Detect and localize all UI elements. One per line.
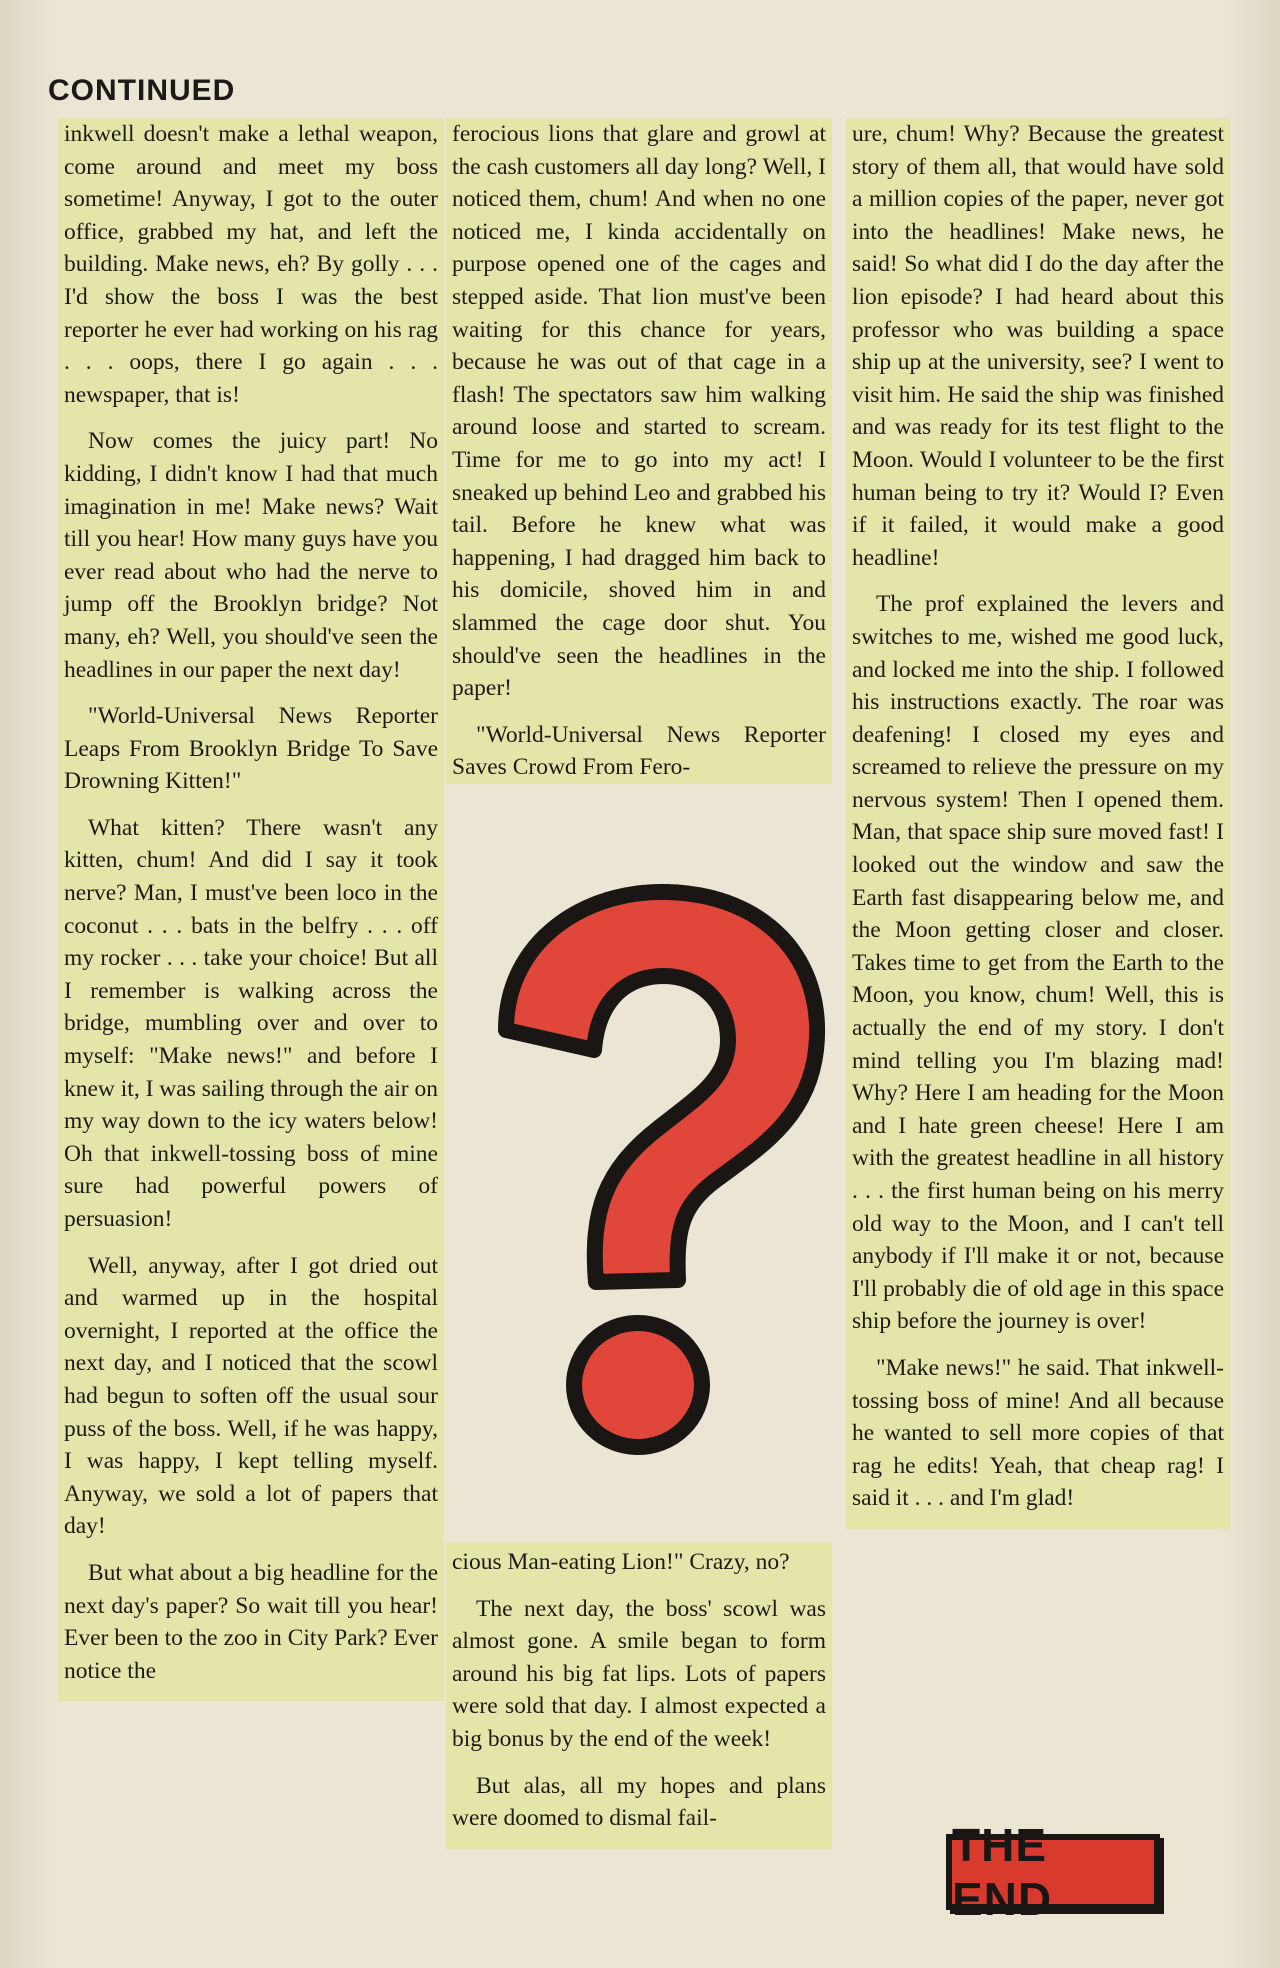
paragraph: "Make news!" he said. That inkwell-tossing boss of mine! And all because he wanted to sell more copies of that rag he edits! Yeah, that cheap rag! I said it . . . and I'm glad! (852, 1354, 1224, 1512)
story-column-left (58, 118, 444, 1701)
paragraph: But alas, all my hopes and plans were doomed to dismal fail- (452, 1772, 826, 1832)
story-column-middle-top (446, 118, 832, 784)
paragraph: Now comes the juicy part! No kidding, I didn't know I had that much imagination in me! Make news? Wait till you hear! How many guys have you ever read about who had the nerve to jump off the Brooklyn bridge? Not many, eh? Well, you should've seen the headlines in our paper the next day! (64, 428, 438, 683)
paragraph: Well, anyway, after I got dried out and warmed up in the hospital overnight, I reported at the office the next day, and I noticed that the scowl had begun to soften off the usual sour puss of the boss. Well, if he was happy, I was happy, I kept telling myself. Anyway, we sold a lot of papers that day! (64, 1252, 438, 1540)
paragraph: The prof explained the levers and switches to me, wished me good luck, and locked me into the ship. I followed his instructions exactly. The roar was deafening! I closed my eyes and screamed to relieve the pressure on my nervous system! Then I opened them. Man, that space ship sure moved fast! I looked out the window and saw the Earth fast disappearing below me, and the Moon getting closer and closer. Takes time to get from the Earth to the Moon, you know, chum! Well, this is actually the end of my story. I don't mind telling you I'm blazing mad! Why? Here I am heading for the Moon and I hate green cheese! Here I am with the greatest headline in all history . . . the first human being on his merry old way to the Moon, and I can't tell anybody if I'll make it or not, because I'll probably die of old age in this space ship before the journey is over! (852, 591, 1224, 1335)
headline-quote: "World-Universal News Reporter Leaps From Brooklyn Bridge To Save Drowning Kitten!" (64, 703, 438, 795)
paragraph: ferocious lions that glare and growl at the cash customers all day long? Well, I noticed them, chum! And when no one noticed me, I kinda accidentally on purpose opened one of the cages and stepped aside. That lion must've been waiting for this chance for years, because he was out of that cage in a flash! The spectators saw him walking around loose and started to scream. Time for me to go into my act! I sneaked up behind Leo and grabbed his tail. Before he knew what was happening, I had dragged him back to his domicile, shoved him in and slammed the cage door shut. You should've seen the headlines in the paper! (452, 121, 826, 702)
story-column-right (846, 118, 1230, 1529)
paragraph: ure, chum! Why? Because the greatest story of them all, that would have sold a million copies of the paper, never got into the headlines! Make news, he said! So what did I do the day after the lion episode? I had heard about this professor who was building a space ship up at the university, see? I went to visit him. He said the ship was finished and was ready for its test flight to the Moon. Would I volunteer to be the first human being to try it? Would I? Even if it failed, it would make a good headline! (852, 121, 1224, 571)
the-end-banner: THE END (946, 1834, 1160, 1910)
question-mark-icon (466, 880, 846, 1470)
headline-quote: "World-Universal News Reporter Saves Crowd From Fero- (452, 721, 826, 781)
paragraph: What kitten? There wasn't any kitten, chum! And did I say it took nerve? Man, I must've been loco in the coconut . . . bats in the belfry . . . off my rocker . . . take your choice! But all I remember is walking across the bridge, mumbling over and over to myself: "Make news!" and before I knew it, I was sailing through the air on my way down to the icy waters below! Oh that inkwell-tossing boss of mine sure had powerful powers of persuasion! (64, 814, 438, 1232)
paragraph: The next day, the boss' scowl was almost gone. A smile began to form around his big fat lips. Lots of papers were sold that day. I almost expected a big bonus by the end of the week! (452, 1595, 826, 1752)
continued-heading: CONTINUED (48, 74, 236, 107)
story-column-middle-bottom (446, 1542, 832, 1849)
paragraph: But what about a big headline for the next day's paper? So wait till you hear! Ever been to the zoo in City Park? Ever notice the (64, 1559, 438, 1684)
story-column-middle (452, 118, 826, 1832)
paragraph: inkwell doesn't make a lethal weapon, come around and meet my boss sometime! Anyway, I got to the outer office, grabbed my hat, and left the building. Make news, eh? By golly . . . I'd show the boss I was the best reporter he ever had working on his rag . . . oops, there I go again . . . newspaper, that is! (64, 121, 438, 408)
paragraph: cious Man-eating Lion!" Crazy, no? (452, 1549, 790, 1575)
